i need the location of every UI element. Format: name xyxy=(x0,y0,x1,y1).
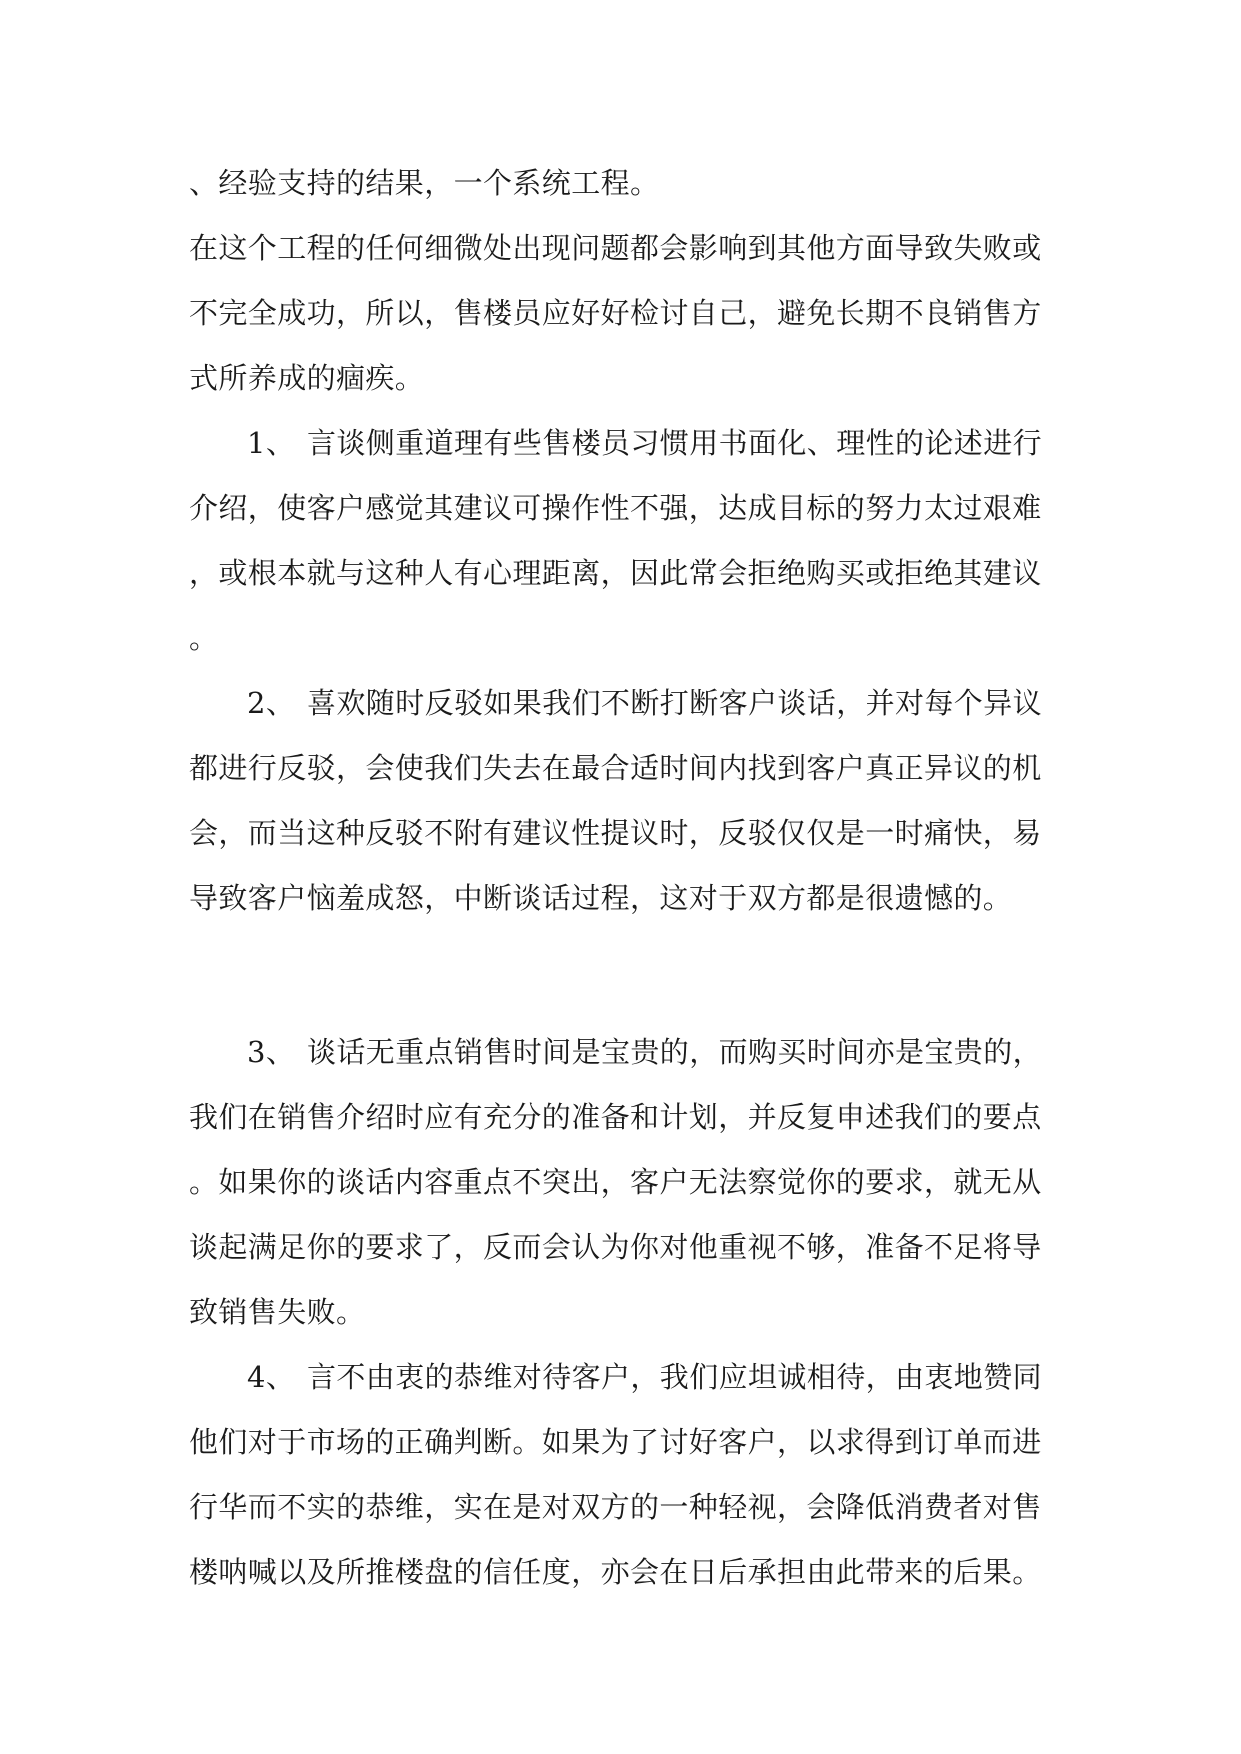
text-line: 。 xyxy=(189,621,219,655)
text-line: 。如果你的谈话内容重点不突出，客户无法察觉你的要求，就无从 xyxy=(189,1165,1042,1199)
intro-paragraph xyxy=(189,151,1041,411)
list-item-4 xyxy=(189,1345,1041,1605)
list-item-text: 言谈侧重道理有些售楼员习惯用书面化、理性的论述进行 xyxy=(307,426,1043,460)
list-item-text: 言不由衷的恭维对待客户，我们应坦诚相待，由衷地赞同 xyxy=(307,1360,1043,1394)
text-line: 行华而不实的恭维，实在是对双方的一种轻视，会降低消费者对售 xyxy=(189,1490,1042,1524)
list-item-first-line xyxy=(189,411,1041,476)
text-line: 致销售失败。 xyxy=(189,1295,366,1329)
text-line: 楼呐喊以及所推楼盘的信任度，亦会在日后承担由此带来的后果。 xyxy=(189,1555,1042,1589)
list-item-number: 4、 xyxy=(247,1360,296,1394)
list-item-number: 1、 xyxy=(247,426,296,460)
list-item-first-line xyxy=(189,1020,1041,1085)
list-item-number: 2、 xyxy=(247,686,296,720)
list-item-3 xyxy=(189,1020,1041,1345)
list-item-2 xyxy=(189,671,1041,931)
text-line: 、经验支持的结果，一个系统工程。 xyxy=(189,166,660,200)
text-line: 导致客户恼羞成怒，中断谈话过程，这对于双方都是很遗憾的。 xyxy=(189,881,1013,915)
text-line: 他们对于市场的正确判断。如果为了讨好客户，以求得到订单而进 xyxy=(189,1425,1042,1459)
list-item-text: 谈话无重点销售时间是宝贵的，而购买时间亦是宝贵的， xyxy=(307,1035,1043,1069)
text-line: 式所养成的痼疾。 xyxy=(189,361,425,395)
list-item-first-line xyxy=(189,1345,1041,1410)
list-item-number: 3、 xyxy=(247,1035,296,1069)
list-item-1 xyxy=(189,411,1041,671)
text-line: ，或根本就与这种人有心理距离，因此常会拒绝购买或拒绝其建议 xyxy=(189,556,1042,590)
text-line: 介绍，使客户感觉其建议可操作性不强，达成目标的努力太过艰难 xyxy=(189,491,1042,525)
list-item-text: 喜欢随时反驳如果我们不断打断客户谈话，并对每个异议 xyxy=(307,686,1043,720)
text-line: 谈起满足你的要求了，反而会认为你对他重视不够，准备不足将导 xyxy=(189,1230,1042,1264)
list-item-first-line xyxy=(189,671,1041,736)
text-line: 不完全成功，所以，售楼员应好好检讨自己，避免长期不良销售方 xyxy=(189,296,1042,330)
text-line: 我们在销售介绍时应有充分的准备和计划，并反复申述我们的要点 xyxy=(189,1100,1042,1134)
text-line: 在这个工程的任何细微处出现问题都会影响到其他方面导致失败或 xyxy=(189,231,1042,265)
text-line: 都进行反驳，会使我们失去在最合适时间内找到客户真正异议的机 xyxy=(189,751,1042,785)
text-line: 会，而当这种反驳不附有建议性提议时，反驳仅仅是一时痛快，易 xyxy=(189,816,1042,850)
